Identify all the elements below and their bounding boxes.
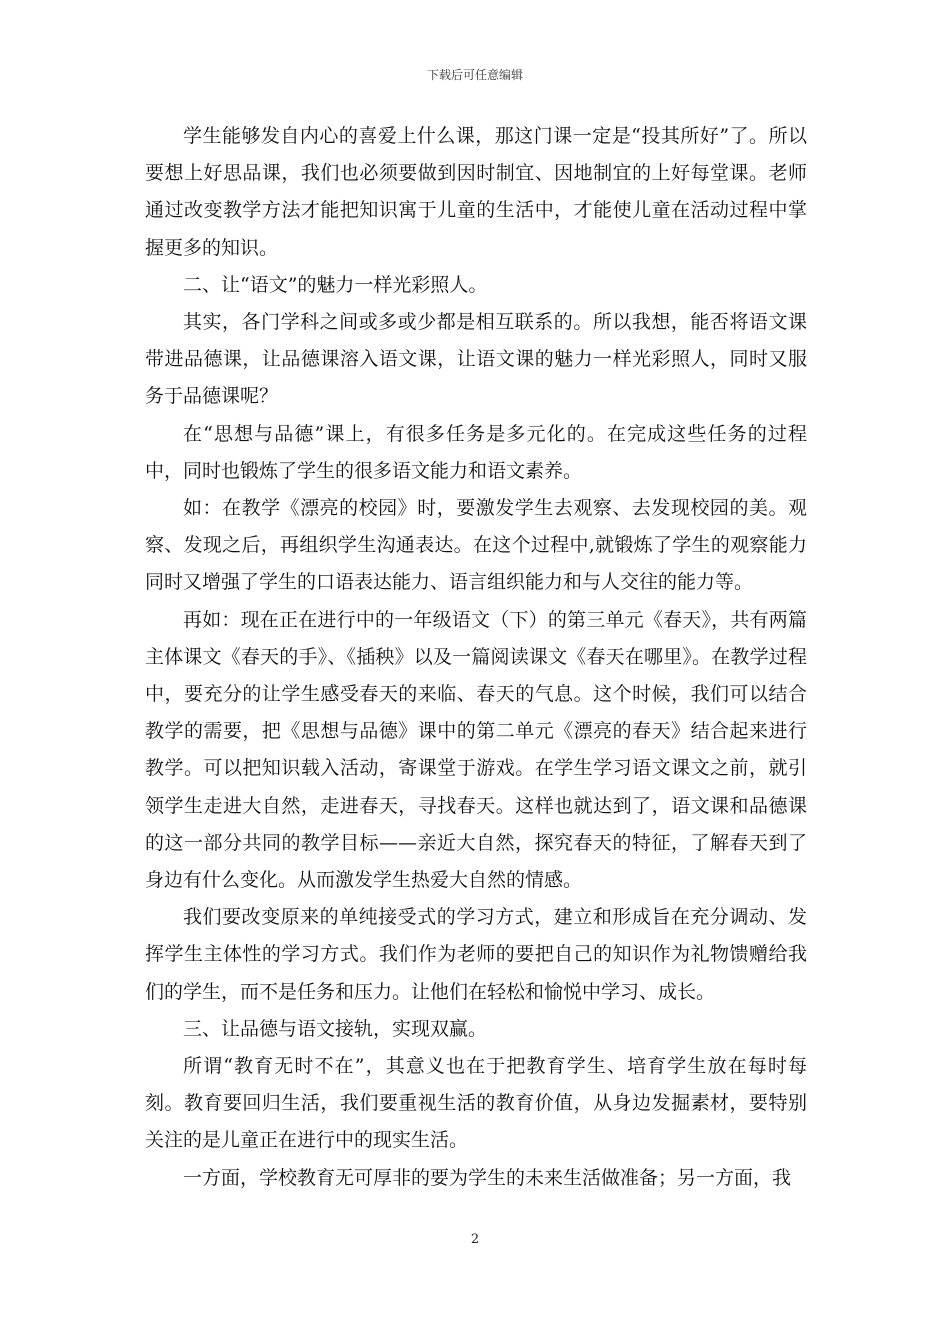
section-heading: 三、让品德与语文接轨，实现双赢。 bbox=[183, 1017, 488, 1040]
paragraph: 学生能够发自内心的喜爱上什么课，那这门课一定是“投其所好”了。所以要想上好思品课，我们也必须要做到因时制宜、因地制宜的上好每堂课。老师通过改变教学方法才能把知识寓于儿童的生活中，才能使儿童在活动过程中掌握更多的知识。 bbox=[145, 125, 807, 259]
paragraph: 我们要改变原来的单纯接受式的学习方式，建立和形成旨在充分调动、发挥学生主体性的学习方式。我们作为老师的要把自己的知识作为礼物馈赠给我们的学生，而不是任务和压力。让他们在轻松和愉悦中学习、成长。 bbox=[145, 906, 807, 1003]
section-heading: 二、让“语文”的魅力一样光彩照人。 bbox=[183, 273, 488, 296]
paragraph: 如：在教学《漂亮的校园》时，要激发学生去观察、去发现校园的美。观察、发现之后，再组织学生沟通表达。在这个过程中,就锻炼了学生的观察能力同时又增强了学生的口语表达能力、语言组织能力和与人交往的能力等。 bbox=[145, 497, 807, 594]
page-header: 下载后可任意编辑 bbox=[426, 68, 523, 82]
document-body bbox=[145, 118, 807, 1197]
page-number: 2 bbox=[470, 1232, 480, 1247]
paragraph: 所谓“教育无时不在”，其意义也在于把教育学生、培育学生放在每时每刻。教育要回归生活，我们要重视生活的教育价值，从身边发掘素材，要特别关注的是儿童正在进行中的现实生活。 bbox=[145, 1055, 807, 1152]
paragraph: 一方面，学校教育无可厚非的要为学生的未来生活做准备；另一方面，我 bbox=[183, 1166, 792, 1189]
paragraph: 再如：现在正在进行中的一年级语文（下）的第三单元《春天》，共有两篇主体课文《春天的手》、《插秧》以及一篇阅读课文《春天在哪里》。在教学过程中，要充分的让学生感受春天的来临、春天的气息。这个时候，我们可以结合教学的需要，把《思想与品德》课中的第二单元《漂亮的春天》结合起来进行教学。可以把知识载入活动，寄课堂于游戏。在学生学习语文课文之前，就引领学生走进大自然，走进春天，寻找春天。这样也就达到了，语文课和品德课的这一部分共同的教学目标——亲近大自然，探究春天的特征，了解春天到了身边有什么变化。从而激发学生热爱大自然的情感。 bbox=[145, 608, 807, 892]
paragraph: 在“思想与品德”课上，有很多任务是多元化的。在完成这些任务的过程中，同时也锻炼了学生的很多语文能力和语文素养。 bbox=[145, 422, 807, 482]
paragraph: 其实，各门学科之间或多或少都是相互联系的。所以我想，能否将语文课带进品德课，让品德课溶入语文课，让语文课的魅力一样光彩照人，同时又服务于品德课呢？ bbox=[145, 311, 807, 408]
